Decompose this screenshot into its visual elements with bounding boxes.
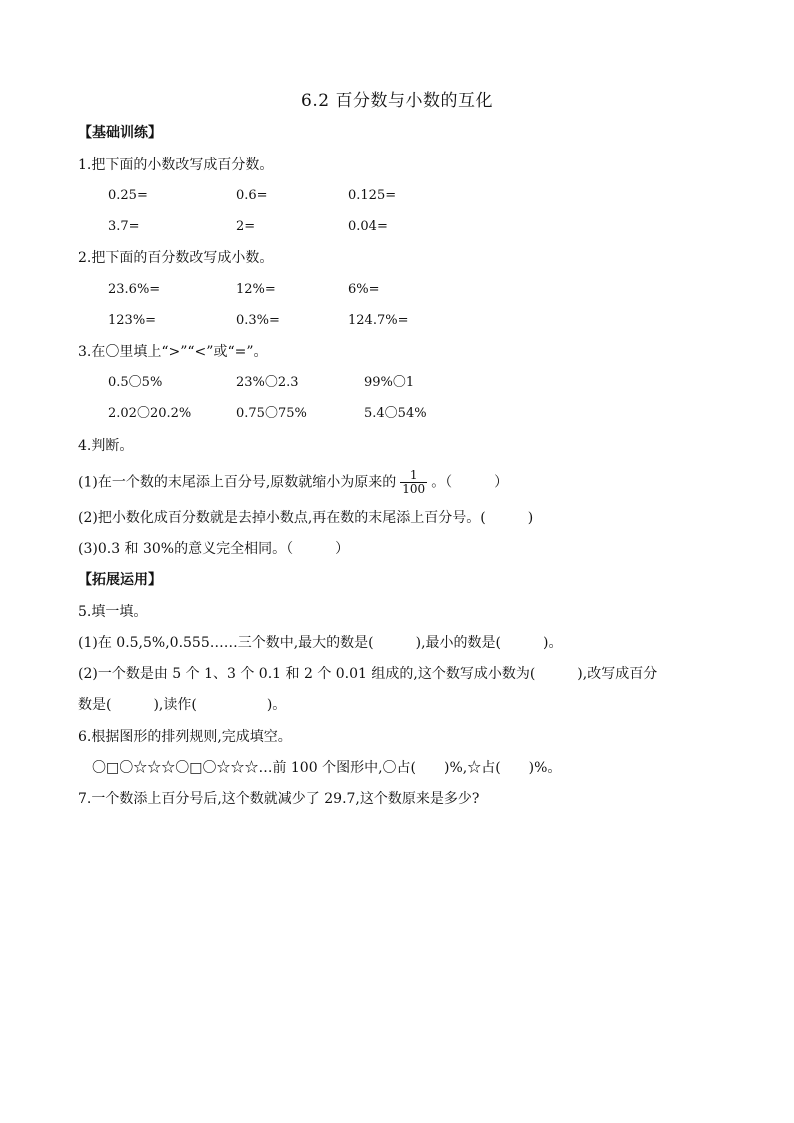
question-5-text: 5.填一填。 <box>78 604 148 620</box>
q3-item: 0.5〇5% <box>108 375 163 390</box>
q3-item: 2.02〇20.2% <box>108 406 192 421</box>
q2-item: 123%= <box>108 313 157 328</box>
q5-item-1: (1)在 0.5,5%,0.555……三个数中,最大的数是( ),最小的数是( )。 <box>78 635 563 651</box>
fraction <box>400 469 427 496</box>
q3-item: 23%〇2.3 <box>236 375 299 390</box>
q4-item-2: (2)把小数化成百分数就是去掉小数点,再在数的末尾添上百分号。( ) <box>78 510 534 526</box>
question-6-text: 6.根据图形的排列规则,完成填空。 <box>78 729 292 745</box>
page-title: 6.2 百分数与小数的互化 <box>301 91 493 111</box>
fraction-denominator: 100 <box>402 482 426 496</box>
q2-item: 0.3%= <box>236 313 280 328</box>
q1-item: 0.04= <box>348 219 388 234</box>
q2-item: 124.7%= <box>348 313 409 328</box>
q3-item: 5.4〇54% <box>364 406 427 421</box>
q1-item: 2= <box>236 219 256 234</box>
question-1-text: 1.把下面的小数改写成百分数。 <box>78 157 274 173</box>
q1-item: 0.6= <box>236 188 268 203</box>
q1-item: 3.7= <box>108 219 140 234</box>
fraction-numerator: 1 <box>409 468 418 482</box>
q3-item: 99%〇1 <box>364 375 415 390</box>
q4-item-1-text: (1)在一个数的末尾添上百分号,原数就缩小为原来的 <box>78 474 397 491</box>
q2-item: 12%= <box>236 282 276 297</box>
q2-item: 6%= <box>348 282 380 297</box>
section-heading-extension: 【拓展运用】 <box>78 572 162 588</box>
question-4-text: 4.判断。 <box>78 438 134 454</box>
q5-item-2-line-1: (2)一个数是由 5 个 1、3 个 0.1 和 2 个 0.01 组成的,这个数写成小数为( ),改写成百分 <box>78 666 658 682</box>
section-heading-basic: 【基础训练】 <box>78 125 162 141</box>
q1-item: 0.125= <box>348 188 397 203</box>
q5-item-2-line-2: 数是( ),读作( )。 <box>78 697 287 713</box>
q4-item-1 <box>78 469 508 496</box>
q1-item: 0.25= <box>108 188 148 203</box>
q4-item-1-answer-blank: 。（ ） <box>431 474 509 491</box>
question-2-text: 2.把下面的百分数改写成小数。 <box>78 250 274 266</box>
question-3-text: 3.在〇里填上“>”“<”或“=”。 <box>78 344 268 360</box>
q3-item: 0.75〇75% <box>236 406 307 421</box>
q4-item-3: (3)0.3 和 30%的意义完全相同。（ ） <box>78 541 350 557</box>
question-7-text: 7.一个数添上百分号后,这个数就减少了 29.7,这个数原来是多少? <box>78 791 480 807</box>
q6-pattern-line: 〇□〇☆☆☆〇□〇☆☆☆…前 100 个图形中,〇占( )%,☆占( )%。 <box>92 760 562 776</box>
q2-item: 23.6%= <box>108 282 161 297</box>
